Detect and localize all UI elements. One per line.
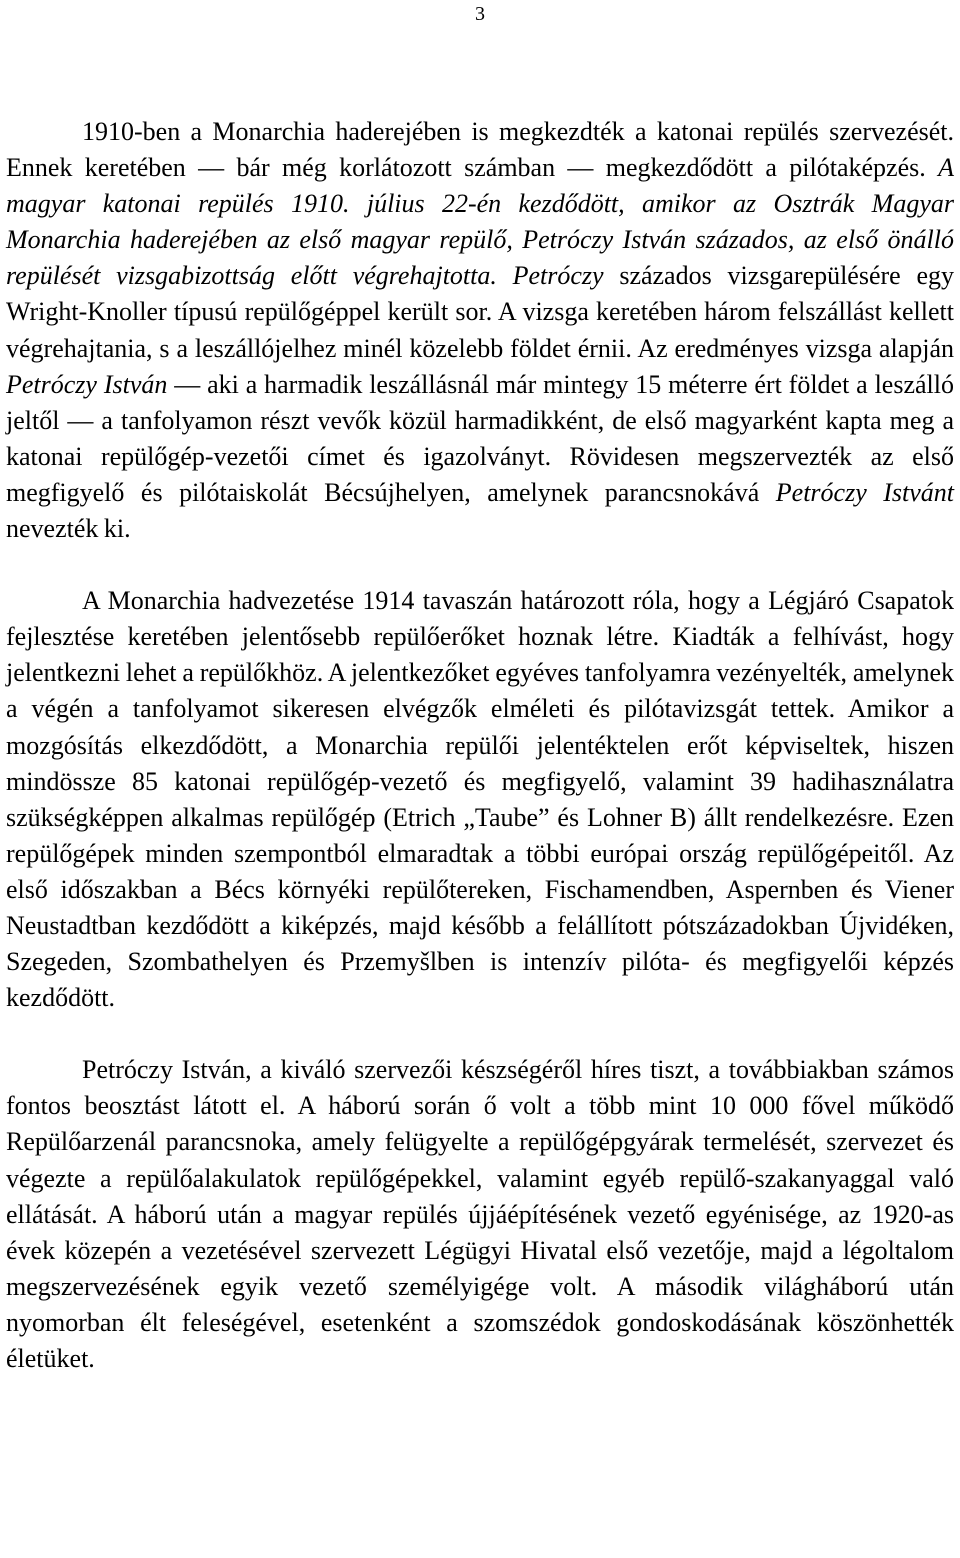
text-segment: százados vizsgarepülésére egy Wright-Knoller típusú repülőgéppel került sor. A vizsga keretében három felszállást kellett végrehajtania, s a leszállójelhez minél közelebb földet érnii. Az eredményes vizsga alapján <box>6 261 954 363</box>
text-segment: nevezték ki. <box>6 514 131 544</box>
text-segment: — aki a harmadik leszállásnál már mintegy 15 méterre ért földet a leszálló jeltől — a tanfolyamon részt vevők közül harmadikként, de első magyarként kapta meg a katonai repülőgép-vezetői címet és igazolványt. Rövidesen megszervezték az első megfigyelő és pilótaiskolát Bécsújhelyen, amelynek parancsnokává <box>6 369 954 507</box>
document-body <box>6 114 954 1377</box>
paragraph-2 <box>6 583 954 1016</box>
text-segment: A Monarchia hadvezetése 1914 tavaszán határozott róla, hogy a Légjáró Csapatok fejlesztése keretében jelentősebb repülőerőket hoznak létre. Kiadták a felhívást, hogy jelentkezni lehet a repülőkhöz. A jelentkezőket egyéves tanfolyamra vezényelték, amelynek a végén a tanfolyamot sikeresen elvégzők elméleti és pilótavizsgát tettek. Amikor a mozgósítás elkezdődött, a Monarchia repülői jelentéktelen erőt képviseltek, hiszen mindössze 85 katonai repülőgép-vezető és megfigyelő, valamint 39 hadihasználatra szükségképpen alkalmas repülőgép (Etrich „Taube” és Lohner B) állt rendelkezésre. Ezen repülőgépek minden szempontból elmaradtak a többi európai ország repülőgépeitől. Az első időszakban a Bécs környéki repülőtereken, Fischamendben, Aspernben és Viener Neustadtban kezdődött a kiképzés, majd később a felállított pótszázadokban Újvidéken, Szegeden, Szombathelyen és Przemyšlben is intenzív pilóta- és megfigyelői képzés kezdődött. <box>6 586 954 1013</box>
italic-text-segment: Petróczy István <box>6 369 168 399</box>
paragraph-1 <box>6 114 954 547</box>
italic-text-segment: Petróczy Istvánt <box>775 477 954 507</box>
paragraph-3 <box>6 1052 954 1377</box>
text-segment: Petróczy István, a kiváló szervezői készségéről híres tiszt, a továbbiakban számos fontos beosztást látott el. A háború során ő volt a több mint 10 000 fővel működő Repülőarzenál parancsnoka, amely felügyelte a repülőgépgyárak termelését, szervezet és végezte a repülőalakulatok repülőgépekkel, valamint egyéb repülő-szakanyaggal való ellátását. A háború után a magyar repülés újjáépítésének vezető egyénisége, az 1920-as évek közepén a vezetésével szervezett Légügyi Hivatal első vezetője, majd a légoltalom megszervezésének egyik vezető személyigége volt. A második világháború után nyomorban élt feleségével, esetenként a szomszédok gondoskodásának köszönhették életüket. <box>6 1055 954 1373</box>
italic-text-segment: A magyar katonai repülés 1910. július 22-én kezdődött, amikor az Osztrák Magyar Monarchia haderejében az első magyar repülő, Petróczy István százados, az első önálló repülését vizsgabizottság előtt végrehajtotta. Petróczy <box>6 153 954 291</box>
text-segment: 1910-ben a Monarchia haderejében is megkezdték a katonai repülés szervezését. Ennek keretében — bár még korlátozott számban — megkezdődött a pilótaképzés. <box>6 117 954 183</box>
page-number: 3 <box>475 3 485 25</box>
